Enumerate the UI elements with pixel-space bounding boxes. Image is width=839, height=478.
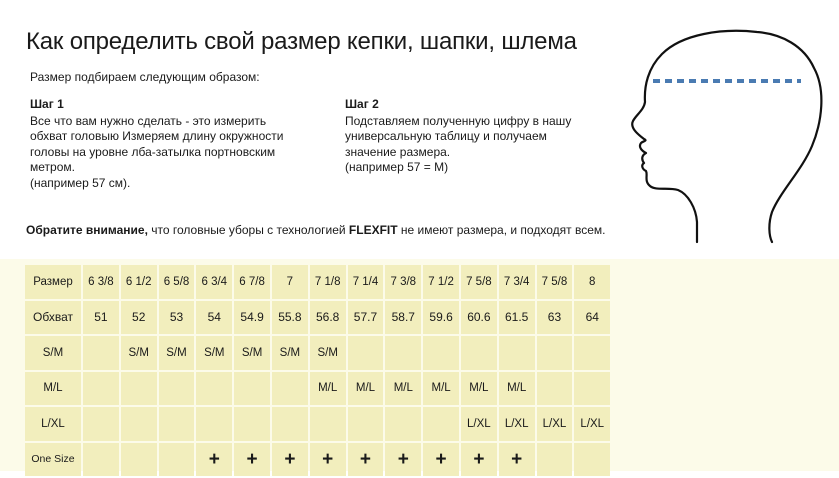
- table-cell: 52: [121, 301, 157, 335]
- plus-icon: +: [473, 448, 485, 470]
- page-title: Как определить свой размер кепки, шапки, шлема: [26, 28, 577, 55]
- table-cell: 53: [159, 301, 195, 335]
- size-table: [23, 263, 612, 478]
- table-cell: [537, 372, 573, 406]
- table-cell: 55.8: [272, 301, 308, 335]
- table-cell: S/M: [272, 336, 308, 370]
- table-cell: S/M: [159, 336, 195, 370]
- table-cell: 59.6: [423, 301, 459, 335]
- table-cell: [196, 407, 232, 441]
- note-bold-lead: Обратите внимание,: [26, 223, 148, 237]
- table-cell: M/L: [461, 372, 497, 406]
- intro-text: Размер подбираем следующим образом:: [30, 70, 260, 84]
- plus-icon: +: [359, 448, 372, 470]
- table-cell: S/M: [196, 336, 232, 370]
- table-cell: [310, 407, 346, 441]
- plus-icon: +: [284, 448, 296, 470]
- table-cell: 63: [537, 301, 573, 335]
- table-row: [25, 407, 610, 441]
- table-cell: [574, 336, 610, 370]
- table-cell: [83, 336, 119, 370]
- plus-icon: +: [208, 448, 220, 470]
- table-cell: 64: [574, 301, 610, 335]
- plus-icon: +: [397, 448, 409, 470]
- note-flexfit: FLEXFIT: [348, 223, 398, 237]
- step-1-line: (например 57 см).: [30, 175, 131, 190]
- table-row: [25, 265, 610, 299]
- table-cell: [348, 336, 384, 370]
- table-cell: [159, 372, 195, 406]
- table-cell: 7: [272, 265, 308, 299]
- table-cell: 6 7/8: [234, 265, 270, 299]
- table-cell: [83, 407, 119, 441]
- table-cell: [423, 336, 459, 370]
- table-cell: [272, 407, 308, 441]
- table-cell: M/L: [310, 372, 346, 406]
- table-cell: [121, 407, 157, 441]
- table-cell: [196, 372, 232, 406]
- table-cell: 7 1/8: [310, 265, 346, 299]
- table-cell: M/L: [499, 372, 535, 406]
- table-cell: [423, 407, 459, 441]
- table-cell: [574, 372, 610, 406]
- table-cell: 7 5/8: [537, 265, 573, 299]
- table-cell: [234, 407, 270, 441]
- table-cell: 7 1/2: [423, 265, 459, 299]
- row-label: Обхват: [25, 301, 81, 335]
- step-2-block: [345, 97, 595, 176]
- table-row: [25, 301, 610, 335]
- flexfit-note: [26, 223, 605, 237]
- table-cell: 7 1/4: [348, 265, 384, 299]
- step-2-line: Подставляем полученную цифру в нашу: [345, 113, 572, 128]
- row-label: S/M: [25, 336, 81, 370]
- table-cell: S/M: [310, 336, 346, 370]
- table-cell: 58.7: [385, 301, 421, 335]
- table-cell: M/L: [423, 372, 459, 406]
- table-cell: L/XL: [461, 407, 497, 441]
- table-cell: 6 3/8: [83, 265, 119, 299]
- table-cell: 8: [574, 265, 610, 299]
- table-cell: L/XL: [499, 407, 535, 441]
- table-cell: [385, 407, 421, 441]
- row-label: One Size: [25, 443, 81, 477]
- step-1-line: Все что вам нужно сделать - это измерить: [30, 113, 267, 128]
- step-1-block: [30, 97, 315, 191]
- table-cell: S/M: [234, 336, 270, 370]
- note-text: что головные уборы с технологией: [147, 223, 349, 237]
- table-cell: 7 3/4: [499, 265, 535, 299]
- table-cell: 51: [83, 301, 119, 335]
- row-label: M/L: [25, 372, 81, 406]
- table-cell: [348, 407, 384, 441]
- step-2-line: универсальную таблицу и получаем: [345, 129, 547, 143]
- table-cell: 54.9: [234, 301, 270, 335]
- table-cell: 6 3/4: [196, 265, 232, 299]
- head-outline: [632, 31, 821, 242]
- table-row: [25, 372, 610, 406]
- table-cell: 7 3/8: [385, 265, 421, 299]
- table-cell: [159, 407, 195, 441]
- table-cell: [537, 336, 573, 370]
- table-cell: 56.8: [310, 301, 346, 335]
- step-1-line: головы на уровне лба-затылка портновским: [30, 144, 276, 159]
- table-cell: 61.5: [499, 301, 535, 335]
- step-2-line: значение размера.: [345, 144, 451, 159]
- row-label: Размер: [25, 265, 81, 299]
- step-1-title: Шаг 1: [30, 97, 64, 111]
- table-cell: 60.6: [461, 301, 497, 335]
- table-cell: [385, 336, 421, 370]
- table-cell: [234, 372, 270, 406]
- plus-icon: +: [322, 448, 334, 470]
- table-cell: 54: [196, 301, 232, 335]
- step-2-line: (например 57 = M): [345, 160, 449, 174]
- table-row: [25, 336, 610, 370]
- table-cell: 7 5/8: [461, 265, 497, 299]
- table-cell: [272, 372, 308, 406]
- step-2-title: Шаг 2: [345, 97, 379, 111]
- step-1-line: метром.: [30, 160, 75, 174]
- plus-icon: +: [246, 448, 258, 470]
- row-label: L/XL: [25, 407, 81, 441]
- table-cell: [461, 336, 497, 370]
- table-cell: [83, 372, 119, 406]
- size-table-body: [25, 265, 610, 476]
- table-cell: M/L: [348, 372, 384, 406]
- plus-icon: +: [435, 448, 447, 470]
- table-cell: M/L: [385, 372, 421, 406]
- table-cell: 6 5/8: [159, 265, 195, 299]
- table-cell: 6 1/2: [121, 265, 157, 299]
- note-text-end: не имеют размера, и подходят всем.: [397, 223, 606, 237]
- table-cell: L/XL: [574, 407, 610, 441]
- table-cell: [121, 372, 157, 406]
- table-cell: L/XL: [537, 407, 573, 441]
- table-cell: [499, 336, 535, 370]
- table-cell: S/M: [121, 336, 157, 370]
- plus-icon: +: [511, 448, 523, 470]
- step-1-line: обхват головыю Измеряем длину окружности: [30, 129, 284, 143]
- head-profile-icon: [622, 26, 832, 248]
- table-cell: 57.7: [348, 301, 384, 335]
